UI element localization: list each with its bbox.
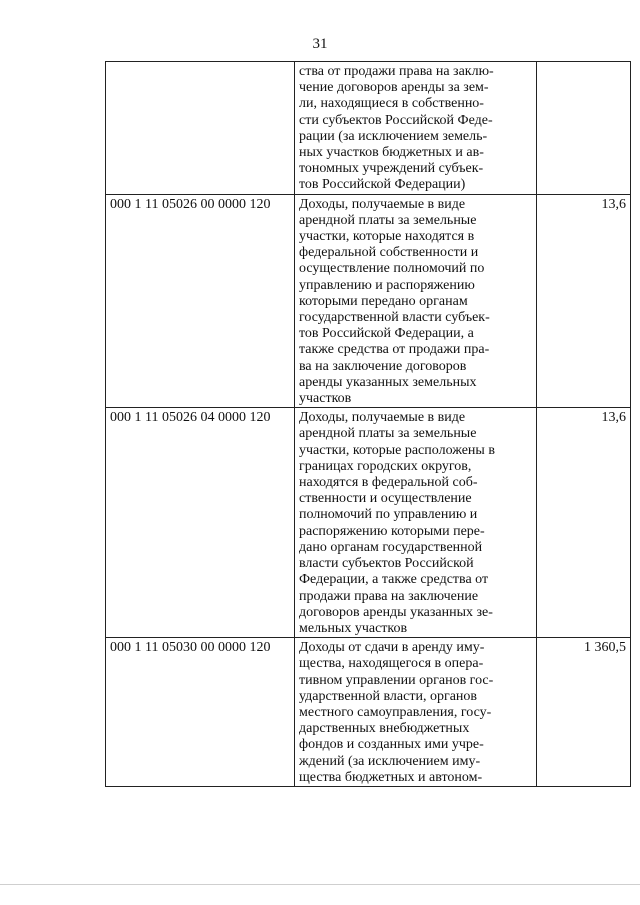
description-line: местного самоуправления, госу- xyxy=(299,704,492,720)
description-line: ства от продажи права на заклю- xyxy=(299,64,494,79)
row-code xyxy=(106,62,295,195)
row-code: 000 1 11 05030 00 0000 120 xyxy=(106,638,295,787)
description-line: федеральной собственности и xyxy=(299,245,479,261)
description-line: сти субъектов Российской Феде- xyxy=(299,112,493,128)
description-line: ных участков бюджетных и ав- xyxy=(299,145,484,161)
row-code: 000 1 11 05026 00 0000 120 xyxy=(106,194,295,408)
description-line: тивном управлении органов гос- xyxy=(299,672,494,688)
description-line: управлению и распоряжению xyxy=(299,277,475,293)
revenue-table-body xyxy=(106,62,631,787)
description-line: дарственных внебюджетных xyxy=(299,721,470,737)
description-line: тов Российской Федерации) xyxy=(299,177,466,193)
row-description xyxy=(295,638,537,787)
description-line: власти субъектов Российской xyxy=(299,556,474,572)
row-amount xyxy=(537,62,631,195)
description-line: Доходы, получаемые в виде xyxy=(299,410,466,426)
description-line: распоряжению которыми пере- xyxy=(299,523,485,539)
description-line: щества, находящегося в опера- xyxy=(299,656,484,672)
description-line: границах городских округов, xyxy=(299,458,472,474)
row-description xyxy=(295,62,537,195)
description-line: чение договоров аренды за зем- xyxy=(299,80,489,96)
revenue-table xyxy=(105,61,631,787)
page-bottom-divider xyxy=(0,884,640,885)
row-code: 000 1 11 05026 04 0000 120 xyxy=(106,408,295,638)
description-line: арендной платы за земельные xyxy=(299,426,477,442)
description-line: также средства от продажи пра- xyxy=(299,342,490,358)
description-line: договоров аренды указанных зе- xyxy=(299,604,493,620)
description-line: участки, которые расположены в xyxy=(299,442,495,458)
table-row xyxy=(106,62,631,195)
table-row xyxy=(106,408,631,638)
description-line: участков xyxy=(299,391,352,407)
description-line: которыми передано органам xyxy=(299,293,468,309)
description-line: ударственной власти, органов xyxy=(299,688,478,704)
page-number: 31 xyxy=(312,36,328,52)
description-line: находятся в федеральной соб- xyxy=(299,475,478,491)
description-line: Доходы от сдачи в аренду иму- xyxy=(299,640,485,656)
description-line: дано органам государственной xyxy=(299,539,483,555)
table-row xyxy=(106,638,631,787)
description-line: Федерации, а также средства от xyxy=(299,572,489,588)
description-line: аренды указанных земельных xyxy=(299,374,477,390)
description-line: ва на заключение договоров xyxy=(299,358,467,374)
row-description xyxy=(295,194,537,408)
description-line: государственной власти субъек- xyxy=(299,310,490,326)
row-amount: 13,6 xyxy=(537,408,631,638)
description-line: осуществление полномочий по xyxy=(299,261,485,277)
description-line: ственности и осуществление xyxy=(299,491,472,507)
description-line: ждений (за исключением иму- xyxy=(299,753,481,769)
description-line: Доходы, получаемые в виде xyxy=(299,196,466,212)
row-description xyxy=(295,408,537,638)
description-line: рации (за исключением земель- xyxy=(299,128,488,144)
description-line: ли, находящиеся в собственно- xyxy=(299,96,484,112)
description-line: мельных участков xyxy=(299,620,408,636)
description-line: тономных учреждений субъек- xyxy=(299,161,484,177)
row-amount: 13,6 xyxy=(537,194,631,408)
table-row xyxy=(106,194,631,408)
description-line: продажи права на заключение xyxy=(299,588,479,604)
description-line: щества бюджетных и автоном- xyxy=(299,769,483,785)
description-line: полномочий по управлению и xyxy=(299,507,478,523)
description-line: тов Российской Федерации, а xyxy=(299,326,474,342)
row-amount: 1 360,5 xyxy=(537,638,631,787)
description-line: участки, которые находятся в xyxy=(299,229,475,245)
description-line: арендной платы за земельные xyxy=(299,212,477,228)
description-line: фондов и созданных ими учре- xyxy=(299,737,484,753)
